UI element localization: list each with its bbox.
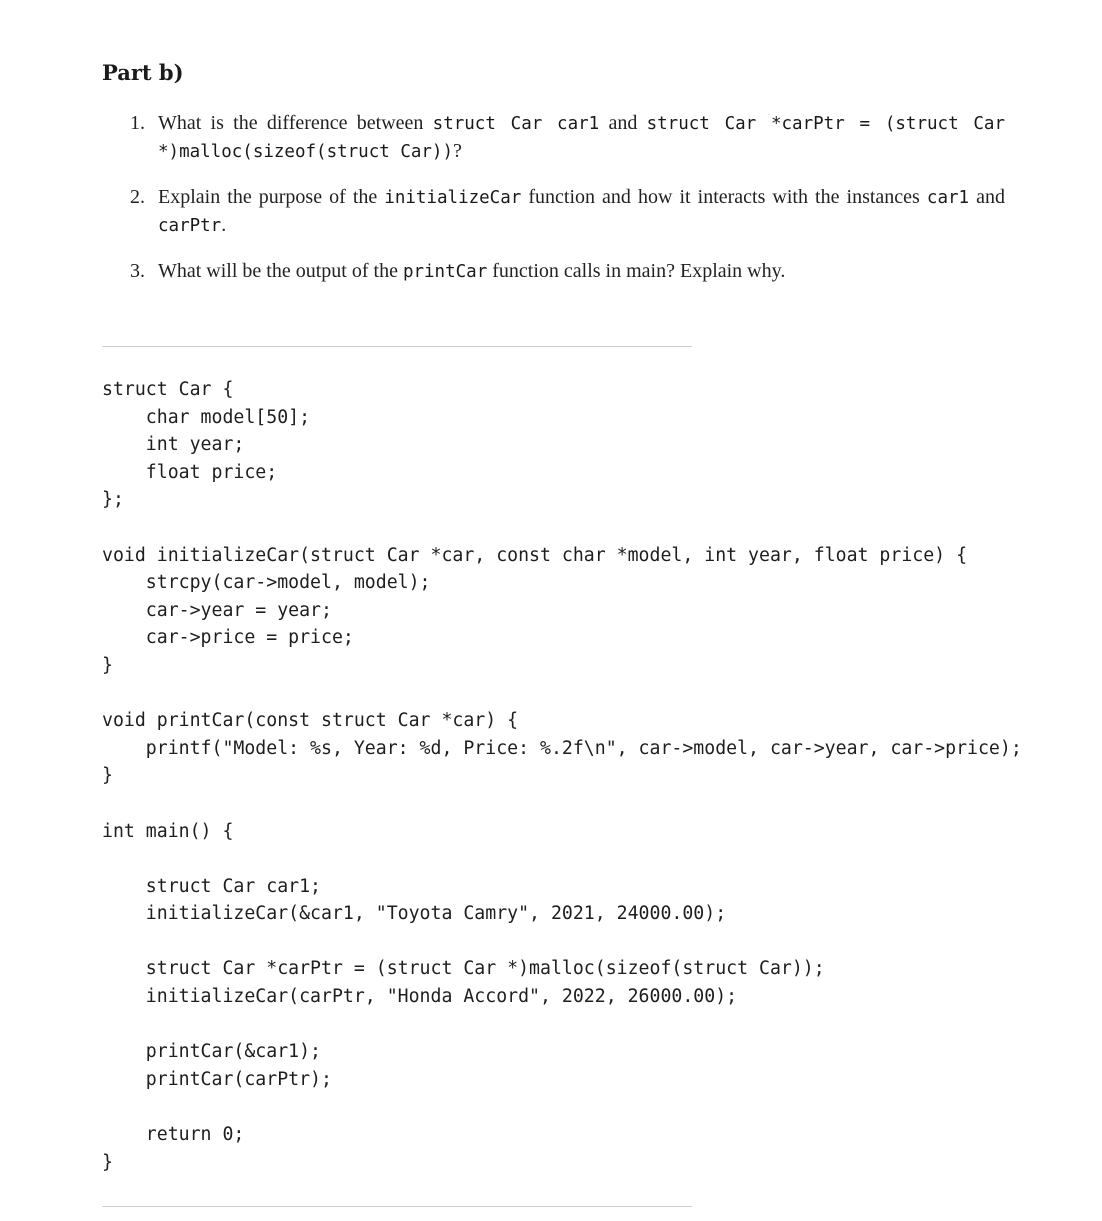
question-text-fragment: function and how it interacts with the instances — [521, 186, 927, 208]
question-1 — [130, 110, 1005, 166]
question-text — [158, 258, 1005, 286]
code-listing: struct Car { char model[50]; int year; float price; }; void initializeCar(struct Car *car, const char *model, int year, float price) { strcpy(car->model, model); car->year = year; car->price = price; } void printCar(const struct Car *car) { printf("Model: %s, Year: %d, Price: %.2f\n", car->model, car->year, car->price); } int main() { struct Car car1; initializeCar(&car1, "Toyota Camry", 2021, 24000.00); struct Car *carPtr = (struct Car *)malloc(sizeof(struct Car)); initializeCar(carPtr, "Honda Accord", 2022, 26000.00); printCar(&car1); printCar(carPtr); return 0; } — [102, 379, 1022, 1173]
question-text-fragment: . — [221, 214, 227, 236]
part-heading: Part b) — [102, 60, 184, 85]
inline-code: struct Car car1 — [432, 114, 600, 134]
inline-code: initializeCar — [384, 188, 522, 208]
question-3 — [130, 258, 1005, 286]
question-text-fragment: and — [969, 186, 1005, 208]
inline-code: printCar — [402, 262, 488, 282]
question-text — [158, 110, 1005, 166]
question-number: 2. — [130, 186, 145, 208]
inline-code: struct Car *carPtr = (struct Car *)malloc(sizeof(struct Car)) — [158, 114, 1005, 162]
divider-top — [102, 346, 692, 347]
question-text-fragment: Explain the purpose of the — [158, 186, 385, 208]
question-text-fragment: What is the difference between — [158, 112, 433, 134]
question-text-fragment: What will be the output of the — [158, 260, 403, 282]
question-text-fragment: function calls in main? Explain why. — [487, 260, 786, 282]
question-number: 3. — [130, 260, 145, 282]
divider-bottom — [102, 1206, 692, 1207]
question-text — [158, 184, 1005, 240]
inline-code: carPtr — [158, 216, 222, 236]
question-2 — [130, 184, 1005, 240]
question-number: 1. — [130, 112, 145, 134]
question-text-fragment: and — [599, 112, 647, 134]
inline-code: car1 — [926, 188, 970, 208]
question-text-fragment: ? — [453, 140, 462, 162]
